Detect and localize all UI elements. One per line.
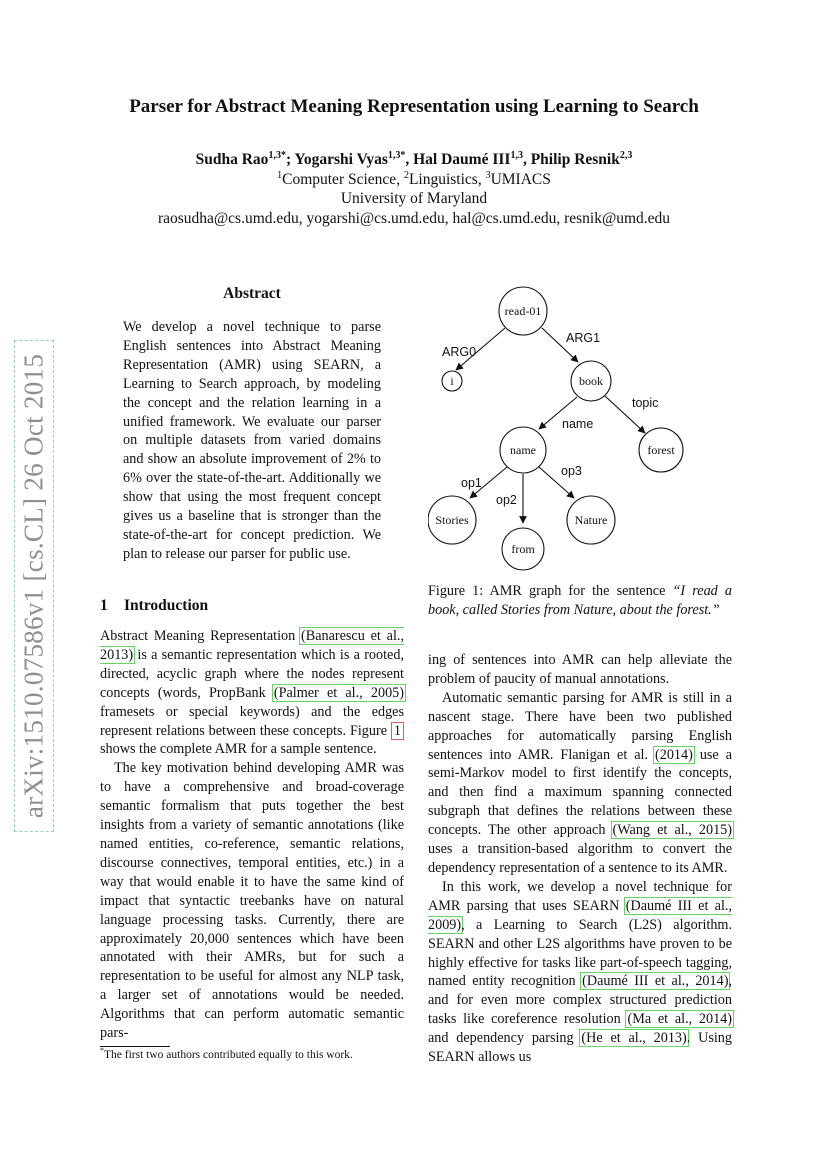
node-label: name bbox=[510, 443, 536, 457]
edge-label: name bbox=[562, 417, 594, 431]
node-label: read-01 bbox=[504, 304, 542, 318]
node-label: Nature bbox=[574, 513, 608, 527]
affil-item: UMIACS bbox=[490, 170, 551, 188]
arxiv-stamp-text: arXiv:1510.07586v1 [cs.CL] 26 Oct 2015 bbox=[18, 353, 49, 819]
amr-graph bbox=[428, 278, 732, 578]
node-label: forest bbox=[647, 443, 675, 457]
paragraph bbox=[428, 878, 732, 1067]
node-label: Stories bbox=[435, 513, 469, 527]
searn-term: SEARN bbox=[428, 1049, 475, 1066]
paper-title: Parser for Abstract Meaning Representation using Learning to Search bbox=[129, 96, 699, 117]
text-span: shows the complete AMR for a sample sentence. bbox=[100, 741, 377, 758]
figure-ref-link[interactable]: 1 bbox=[391, 722, 404, 740]
author-equal-mark: * bbox=[280, 149, 286, 161]
affil-sup: 1 bbox=[277, 169, 283, 181]
citation-link[interactable]: (Daumé III et al., 2009) bbox=[428, 897, 732, 933]
text-span: allows us bbox=[474, 1049, 532, 1066]
text-span: uses a transition-based algorithm to convert the dependency representation of a sentence to its AMR. bbox=[428, 841, 732, 876]
caption-sentence: “I read a book, called Stories from Nature, about the forest.” bbox=[428, 583, 732, 618]
caption-prefix: Figure 1: AMR graph for the sentence bbox=[428, 583, 673, 599]
affiliations: $^1$Computer Science, $^2$Linguistics, $^3$UMIACS bbox=[277, 169, 551, 188]
text-span: Abstract Meaning Representation bbox=[100, 628, 302, 644]
author-affil-sup: 2,3 bbox=[619, 149, 633, 161]
text-span: , and for even more complex structured prediction tasks like coreference resolution bbox=[428, 973, 732, 1028]
section-title: Introduction bbox=[124, 597, 209, 614]
edge-label: op3 bbox=[561, 464, 582, 478]
affil-item: Linguistics bbox=[408, 170, 478, 188]
text-span: In this work, we develop a novel technique for AMR parsing that uses bbox=[428, 878, 732, 914]
author-affil-sup: 1,3* bbox=[387, 149, 406, 161]
author-names: Sudha Rao$^{1,3*}$; Yogarshi Vyas$^{1,3*}$, Hal Daumé III$^{1,3}$, Philip Resnik$^{2,3}$ bbox=[195, 149, 633, 168]
citation-link[interactable]: (Palmer et al., 2005) bbox=[273, 684, 404, 701]
affil-sup: 2 bbox=[403, 169, 409, 181]
footnote bbox=[100, 1046, 353, 1061]
emails: raosudha@cs.umd.edu, yogarshi@cs.umd.edu, hal@cs.umd.edu, resnik@umd.edu bbox=[157, 209, 671, 227]
citation-link[interactable]: (Daumé III et al., 2014) bbox=[582, 973, 729, 990]
author-name: Philip Resnik bbox=[530, 151, 620, 168]
node-label: book bbox=[579, 374, 603, 388]
footnote-text: The first two authors contributed equally to this work. bbox=[104, 1049, 353, 1061]
text-span: is a semantic representation which is a rooted, directed, acyclic graph where the nodes represent concepts (words, PropBank bbox=[100, 646, 404, 701]
figure-caption bbox=[428, 582, 732, 620]
section-heading bbox=[100, 597, 208, 615]
footnote-mark: * bbox=[100, 1046, 104, 1056]
author-affil-sup: 1,3 bbox=[268, 149, 281, 161]
searn-term: SEARN bbox=[572, 897, 620, 914]
affil-item: Computer Science bbox=[282, 170, 397, 188]
paragraph: ing of sentences into AMR can help alleviate the problem of paucity of manual annotations. bbox=[428, 652, 732, 687]
text-span: Automatic semantic parsing for AMR is still in a nascent stage. There have been two published approaches for automatically parsing English sentences into AMR. Flanigan et al. bbox=[428, 689, 732, 763]
university: University of Maryland bbox=[340, 190, 488, 207]
author-affil-sup: 1,3 bbox=[510, 149, 523, 161]
citation-link[interactable]: (Wang et al., 2015) bbox=[612, 822, 732, 839]
affil-sup: 3 bbox=[485, 169, 491, 181]
text-span: framesets or special keywords) and the edges represent relations between these concepts. Figure bbox=[100, 703, 404, 739]
intro-left-column bbox=[100, 627, 404, 1043]
searn-term: SEARN bbox=[313, 356, 361, 373]
text-span: . Using bbox=[686, 1030, 732, 1047]
node-label: i bbox=[450, 374, 454, 388]
abstract-heading: Abstract bbox=[223, 285, 281, 302]
text-span: and other L2S algorithms have proven to be highly effective for tasks like part-of-speech tagging, named entity recognition bbox=[428, 935, 732, 990]
text-span: use a semi-Markov model to first identify the concepts, and then find a maximum spanning connected subgraph that defines the relations between these concepts. The other approach bbox=[428, 746, 732, 839]
paragraph: The key motivation behind developing AMR was to have a comprehensive and broad-coverage semantic formalism that puts together the best insights from a variety of semantic annotations (like named entities, co-reference, semantic relations, discourse connectives, temporal entities, etc.) in a way that would enable it to have the same kind of impact that syntactic treebanks have on natural language processing tasks. Currently, there are approximately 20,000 sentences which have been annotated with their AMRs, but for such a representation to be useful for almost any NLP task, a larger set of annotations would be needed. Algorithms that can perform automatic semantic pars- bbox=[100, 760, 404, 1042]
amr-figure bbox=[428, 278, 732, 578]
intro-right-column bbox=[428, 651, 732, 1067]
citation-link[interactable]: (He et al., 2013) bbox=[581, 1030, 687, 1047]
node-label: from bbox=[511, 542, 535, 556]
author-block bbox=[0, 150, 828, 228]
edge-label: ARG0 bbox=[442, 345, 477, 359]
footnote-rule bbox=[100, 1046, 170, 1047]
author-name: Yogarshi Vyas bbox=[294, 151, 388, 168]
edge-label: ARG1 bbox=[566, 331, 601, 345]
arxiv-stamp[interactable] bbox=[14, 340, 54, 832]
author-name: Sudha Rao bbox=[195, 151, 269, 168]
searn-term: SEARN bbox=[428, 935, 475, 952]
paragraph bbox=[100, 627, 404, 759]
edge-label: op1 bbox=[461, 476, 482, 490]
citation-link[interactable]: (2014) bbox=[655, 746, 693, 763]
edge-label: op2 bbox=[496, 493, 517, 507]
text-span: and dependency parsing bbox=[428, 1030, 582, 1047]
author-name: Hal Daumé III bbox=[413, 151, 511, 168]
paragraph bbox=[428, 689, 732, 878]
citation-link[interactable]: (Ma et al., 2014) bbox=[627, 1011, 732, 1028]
section-number: 1 bbox=[100, 597, 108, 614]
abstract-text: We develop a novel technique to parse English sentences into Abstract Meaning Representation (AMR) using SEARN, a Learning to Search approach, by modeling the concept and the relation learning in a unified framework. We evaluate our parser on multiple datasets from varied domains and show an absolute improvement of 2% to 6% over the state-of-the-art. Additionally we show that using the most frequent concept gives us a baseline that is stronger than the state-of-the-art for concept prediction. We plan to release our parser for public use. bbox=[123, 319, 381, 562]
citation-link[interactable]: (Banarescu et al., 2013) bbox=[100, 628, 405, 663]
edge-label: topic bbox=[632, 396, 659, 410]
text-span: , a Learning to Search (L2S) algorithm. bbox=[461, 916, 732, 933]
